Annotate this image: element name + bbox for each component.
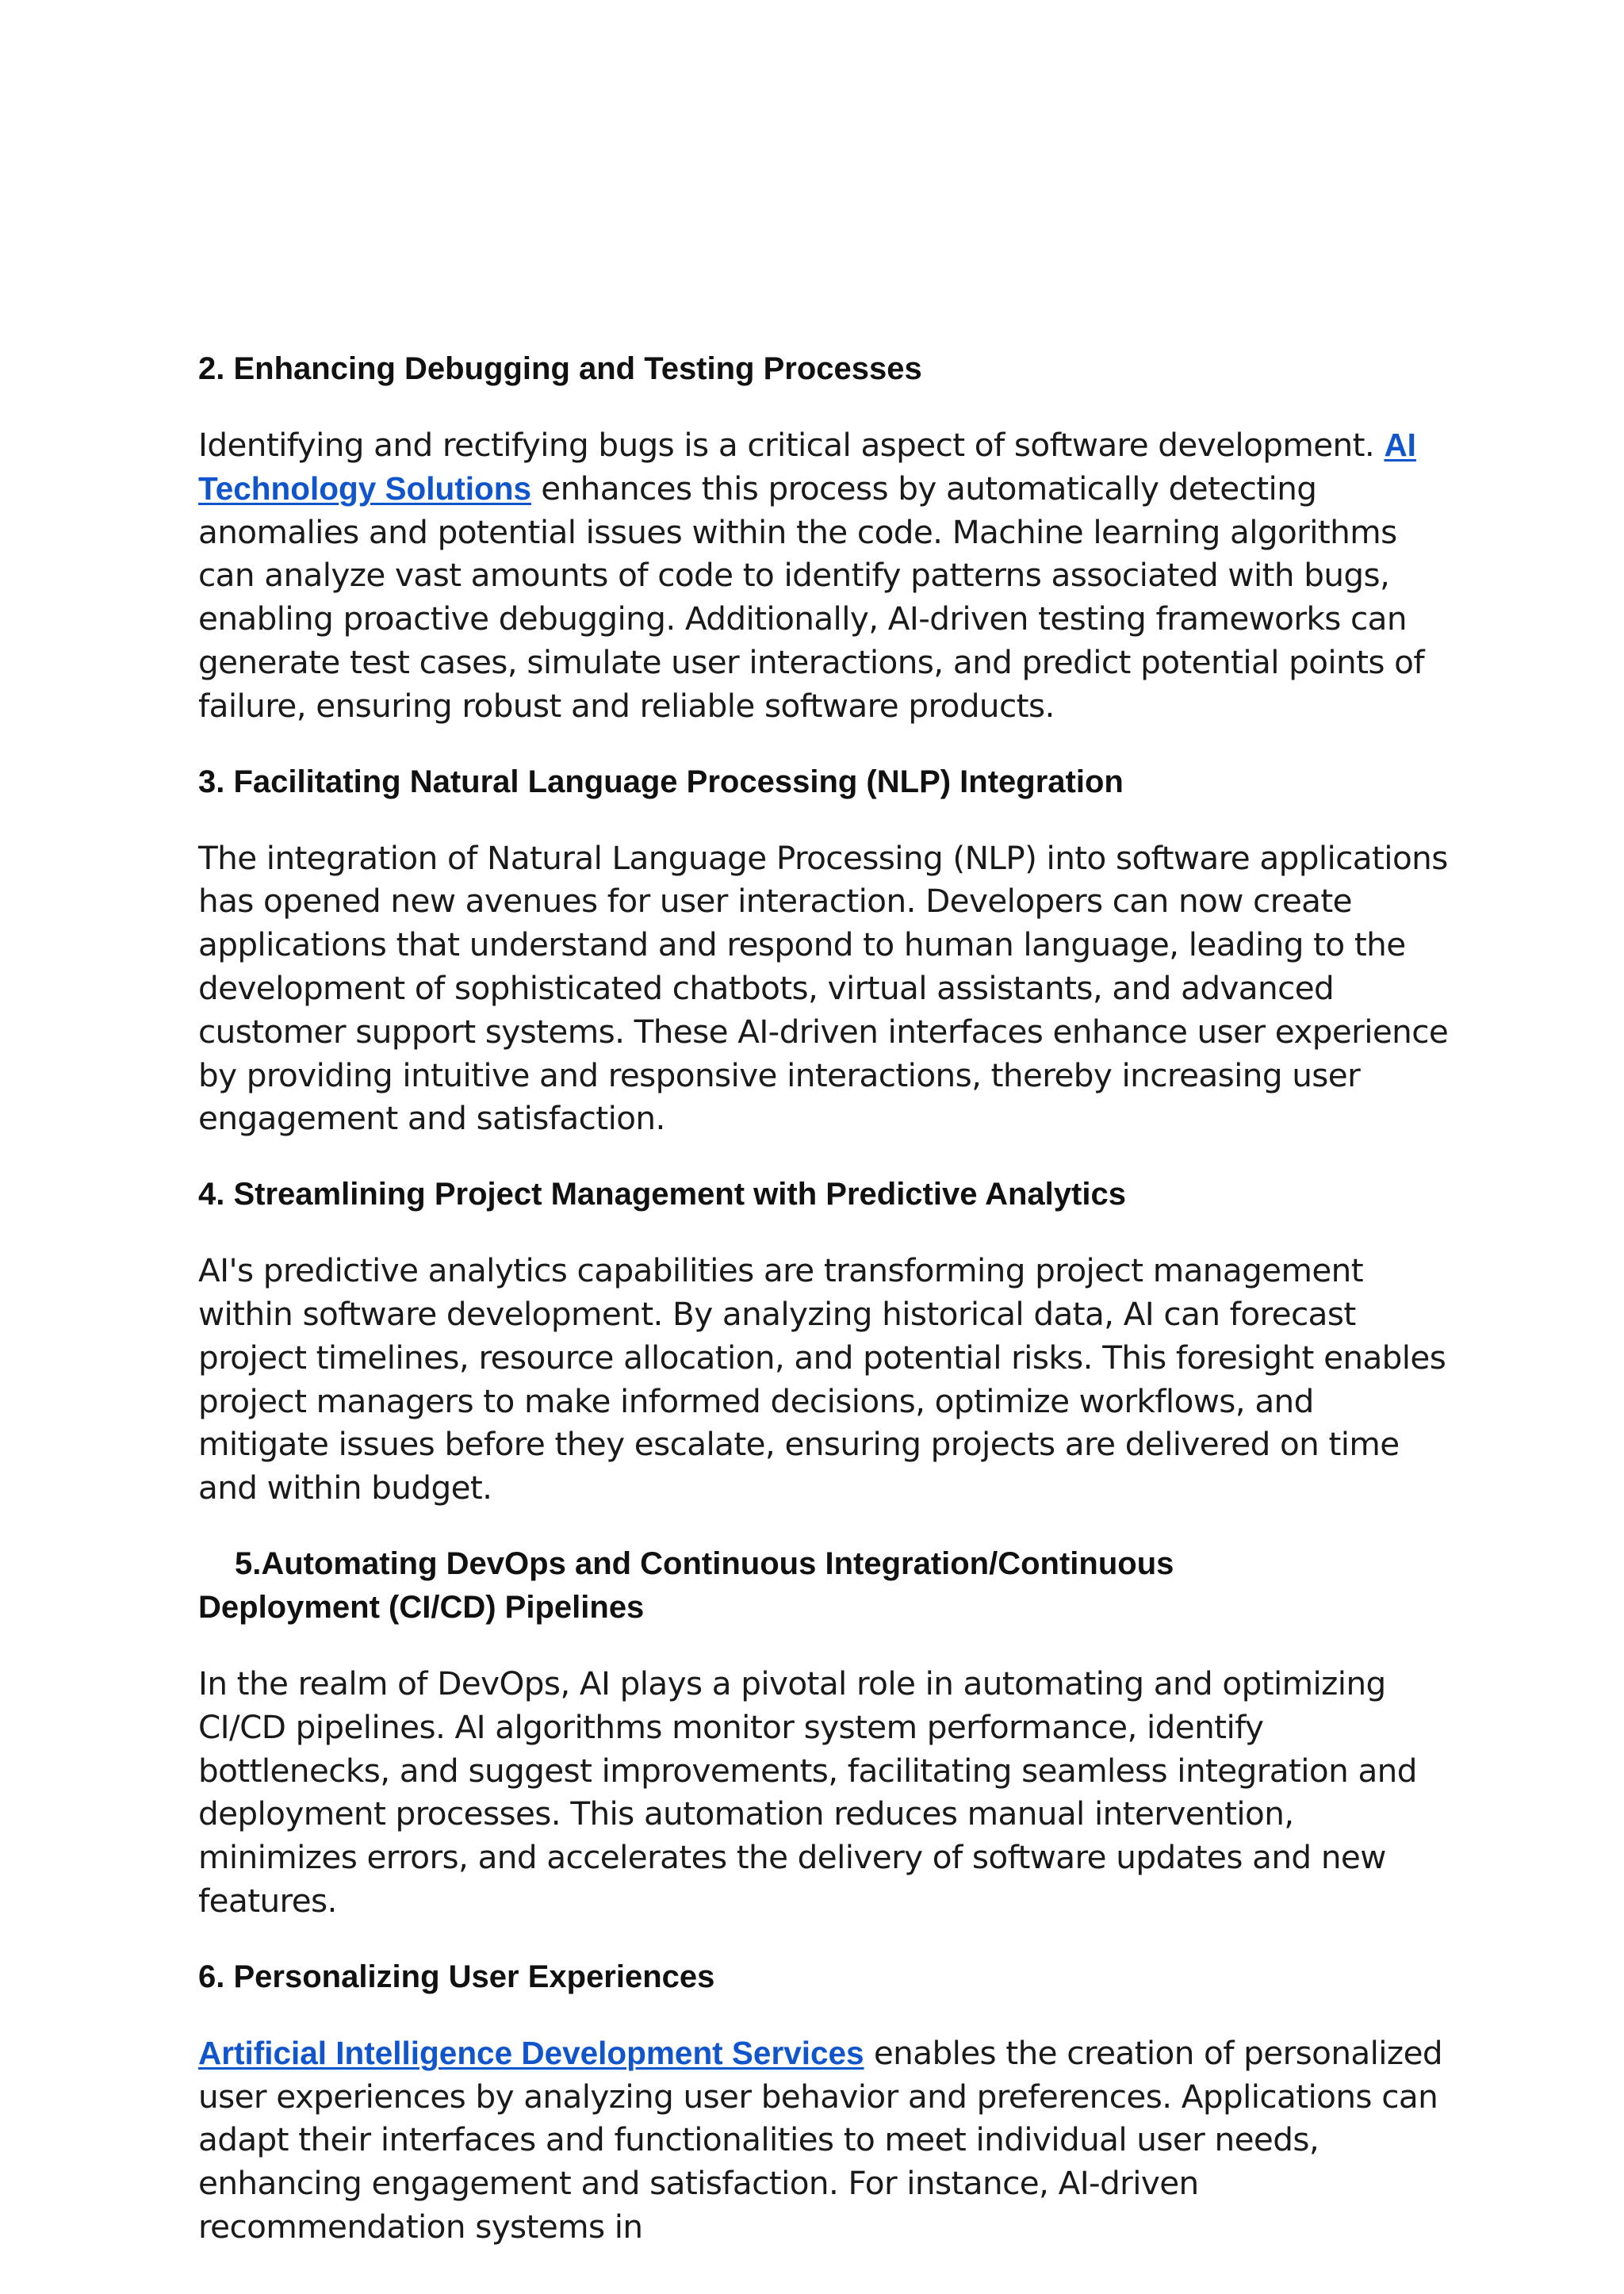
ai-technology-solutions-link[interactable]: AI Technology Solutions bbox=[198, 427, 1416, 507]
section-2-body-suffix: enhances this process by automatically detecting anomalies and potential issues within the code. Machine learning algorithms can analyze vast amounts of code to identify patterns associated with bugs, enabling proactive debugging. Additionally, AI-driven testing frameworks can generate test cases, simulate user interactions, and predict potential points of failure, ensuring robust and reliable software products. bbox=[198, 469, 1425, 725]
section-3-heading: 3. Facilitating Natural Language Processing (NLP) Integration bbox=[198, 764, 1124, 799]
section-5-heading-line1: 5.Automating DevOps and Continuous Integration/Continuous bbox=[235, 1545, 1174, 1581]
section-6-body bbox=[198, 2032, 1451, 2249]
ai-development-services-link[interactable]: Artificial Intelligence Development Services bbox=[198, 2034, 864, 2071]
section-3-body: The integration of Natural Language Processing (NLP) into software applications has opened new avenues for user interaction. Developers can now create applications that understand and respond to human language, leading to the development of sophisticated chatbots, virtual assistants, and advanced customer support systems. These AI-driven interfaces enhance user experience by providing intuitive and responsive interactions, thereby increasing user engagement and satisfaction. bbox=[198, 838, 1449, 1138]
section-5-body: In the realm of DevOps, AI plays a pivotal role in automating and optimizing CI/CD pipelines. AI algorithms monitor system performance, identify bottlenecks, and suggest improvements, facilitating seamless integration and deployment processes. This automation reduces manual intervention, minimizes errors, and accelerates the delivery of software updates and new features. bbox=[198, 1664, 1417, 1920]
section-4-body: AI's predictive analytics capabilities are transforming project management within software development. By analyzing historical data, AI can forecast project timelines, resource allocation, and potential risks. This foresight enables project managers to make informed decisions, optimize workflows, and mitigate issues before they escalate, ensuring projects are delivered on time and within budget. bbox=[198, 1251, 1446, 1507]
section-2-heading: 2. Enhancing Debugging and Testing Processes bbox=[198, 351, 922, 386]
section-2-body-prefix: Identifying and rectifying bugs is a critical aspect of software development. bbox=[198, 426, 1385, 464]
section-5-heading-line2: Deployment (CI/CD) Pipelines bbox=[198, 1589, 645, 1625]
section-2-body bbox=[198, 423, 1451, 728]
document-page bbox=[198, 347, 1451, 2249]
section-6-heading: 6. Personalizing User Experiences bbox=[198, 1959, 715, 1994]
section-5-heading bbox=[198, 1542, 1451, 1630]
section-4-heading: 4. Streamlining Project Management with Predictive Analytics bbox=[198, 1177, 1126, 1212]
section-6-body-suffix: enables the creation of personalized user experiences by analyzing user behavior and preferences. Applications can adapt their interfaces and functionalities to meet individual user needs, enhancing engagement and satisfaction. For instance, AI-driven recommendation systems in bbox=[198, 2033, 1443, 2246]
